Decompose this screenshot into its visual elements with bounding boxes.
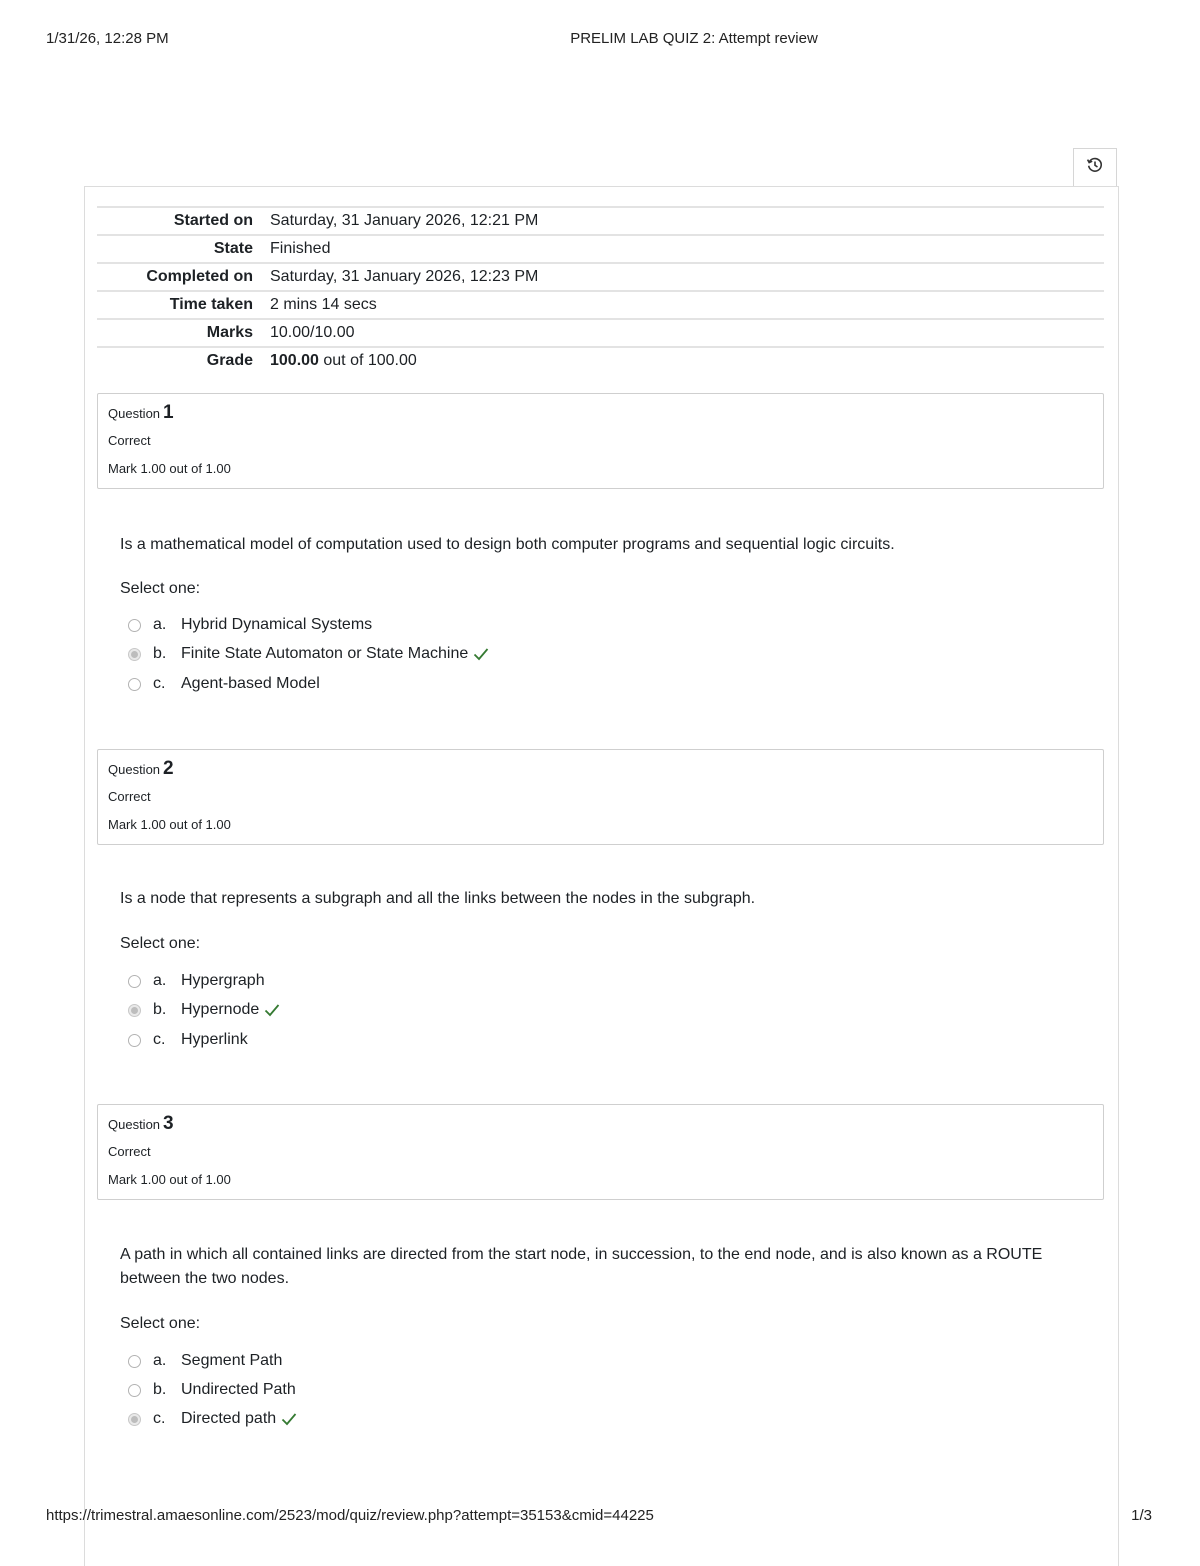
question-mark: Mark 1.00 out of 1.00	[108, 461, 231, 476]
question-text: A path in which all contained links are directed from the start node, in succession, to the end node, and is also known as a ROUTE between the two nodes.	[120, 1246, 1043, 1287]
answer-option[interactable]	[128, 614, 372, 636]
question-info	[97, 749, 1104, 845]
summary-row-state	[97, 235, 1104, 263]
summary-row-grade	[97, 347, 1104, 374]
answer-radio[interactable]	[128, 619, 141, 632]
started-on-label: Started on	[173, 212, 253, 229]
answer-label: Hypergraph	[181, 972, 265, 989]
answer-option[interactable]	[128, 970, 265, 992]
answer-letter: c.	[153, 1410, 166, 1427]
answer-radio[interactable]	[128, 1413, 141, 1426]
select-one-prompt: Select one:	[120, 580, 201, 597]
answer-letter: a.	[153, 1352, 167, 1369]
question-text: Is a mathematical model of computation used to design both computer programs and sequential logic circuits.	[120, 536, 895, 553]
correct-check-icon	[281, 1412, 297, 1426]
state-label: State	[213, 240, 253, 257]
question-number: Question 3	[108, 1113, 174, 1134]
summary-row-completed	[97, 263, 1104, 291]
answer-option-selected[interactable]	[128, 643, 489, 665]
answer-option[interactable]	[128, 1350, 282, 1372]
answer-letter: b.	[153, 1381, 167, 1398]
answer-option-selected[interactable]	[128, 999, 280, 1021]
print-page-number: 1/3	[1131, 1507, 1152, 1524]
answer-label: Directed path	[181, 1410, 277, 1427]
answer-option-selected[interactable]	[128, 1408, 297, 1430]
question-info	[97, 393, 1104, 489]
answer-letter: b.	[153, 645, 167, 662]
answer-label: Hypernode	[181, 1001, 260, 1018]
answer-letter: c.	[153, 1031, 166, 1048]
correct-check-icon	[473, 647, 489, 661]
started-on-value: Saturday, 31 January 2026, 12:21 PM	[270, 212, 539, 229]
answer-label: Hybrid Dynamical Systems	[181, 616, 373, 633]
answer-radio[interactable]	[128, 678, 141, 691]
grade-suffix: out of 100.00	[318, 352, 417, 369]
answer-label: Finite State Automaton or State Machine	[181, 645, 469, 662]
question-number: Question 1	[108, 402, 174, 423]
marks-value: 10.00/10.00	[270, 324, 355, 341]
completed-on-label: Completed on	[146, 268, 253, 285]
print-title: PRELIM LAB QUIZ 2: Attempt review	[570, 30, 818, 47]
answer-radio[interactable]	[128, 1384, 141, 1397]
answer-label: Segment Path	[181, 1352, 283, 1369]
answer-radio[interactable]	[128, 648, 141, 661]
grade-label: Grade	[206, 352, 253, 369]
question-mark: Mark 1.00 out of 1.00	[108, 1172, 231, 1187]
correct-check-icon	[264, 1003, 280, 1017]
answer-option[interactable]	[128, 673, 320, 695]
answer-radio[interactable]	[128, 975, 141, 988]
print-url: https://trimestral.amaesonline.com/2523/mod/quiz/review.php?attempt=35153&cmid=44225	[46, 1507, 654, 1524]
summary-row-time	[97, 291, 1104, 319]
answer-radio[interactable]	[128, 1355, 141, 1368]
summary-row-started	[97, 207, 1104, 235]
answer-radio[interactable]	[128, 1034, 141, 1047]
grade-score: 100.00	[270, 352, 319, 369]
history-button[interactable]	[1073, 148, 1117, 186]
question-info	[97, 1104, 1104, 1200]
summary-row-marks	[97, 319, 1104, 347]
answer-option[interactable]	[128, 1379, 296, 1401]
answer-letter: c.	[153, 675, 166, 692]
answer-letter: a.	[153, 616, 167, 633]
marks-label: Marks	[206, 324, 253, 341]
question-state: Correct	[108, 433, 151, 448]
select-one-prompt: Select one:	[120, 935, 201, 952]
answer-letter: b.	[153, 1001, 167, 1018]
question-number: Question 2	[108, 758, 174, 779]
grade-value	[270, 347, 1104, 374]
attempt-summary	[97, 206, 1104, 374]
question-state: Correct	[108, 789, 151, 804]
question-text: Is a node that represents a subgraph and all the links between the nodes in the subgraph.	[120, 890, 756, 907]
state-value: Finished	[270, 240, 331, 257]
answer-label: Agent-based Model	[181, 675, 320, 692]
time-taken-label: Time taken	[169, 296, 253, 313]
select-one-prompt: Select one:	[120, 1315, 201, 1332]
answer-letter: a.	[153, 972, 167, 989]
print-datetime: 1/31/26, 12:28 PM	[46, 30, 169, 47]
answer-label: Undirected Path	[181, 1381, 296, 1398]
answer-radio[interactable]	[128, 1004, 141, 1017]
history-icon	[1086, 156, 1104, 179]
question-mark: Mark 1.00 out of 1.00	[108, 817, 231, 832]
time-taken-value: 2 mins 14 secs	[270, 296, 377, 313]
answer-label: Hyperlink	[181, 1031, 248, 1048]
answer-option[interactable]	[128, 1029, 248, 1051]
completed-on-value: Saturday, 31 January 2026, 12:23 PM	[270, 268, 539, 285]
question-state: Correct	[108, 1144, 151, 1159]
